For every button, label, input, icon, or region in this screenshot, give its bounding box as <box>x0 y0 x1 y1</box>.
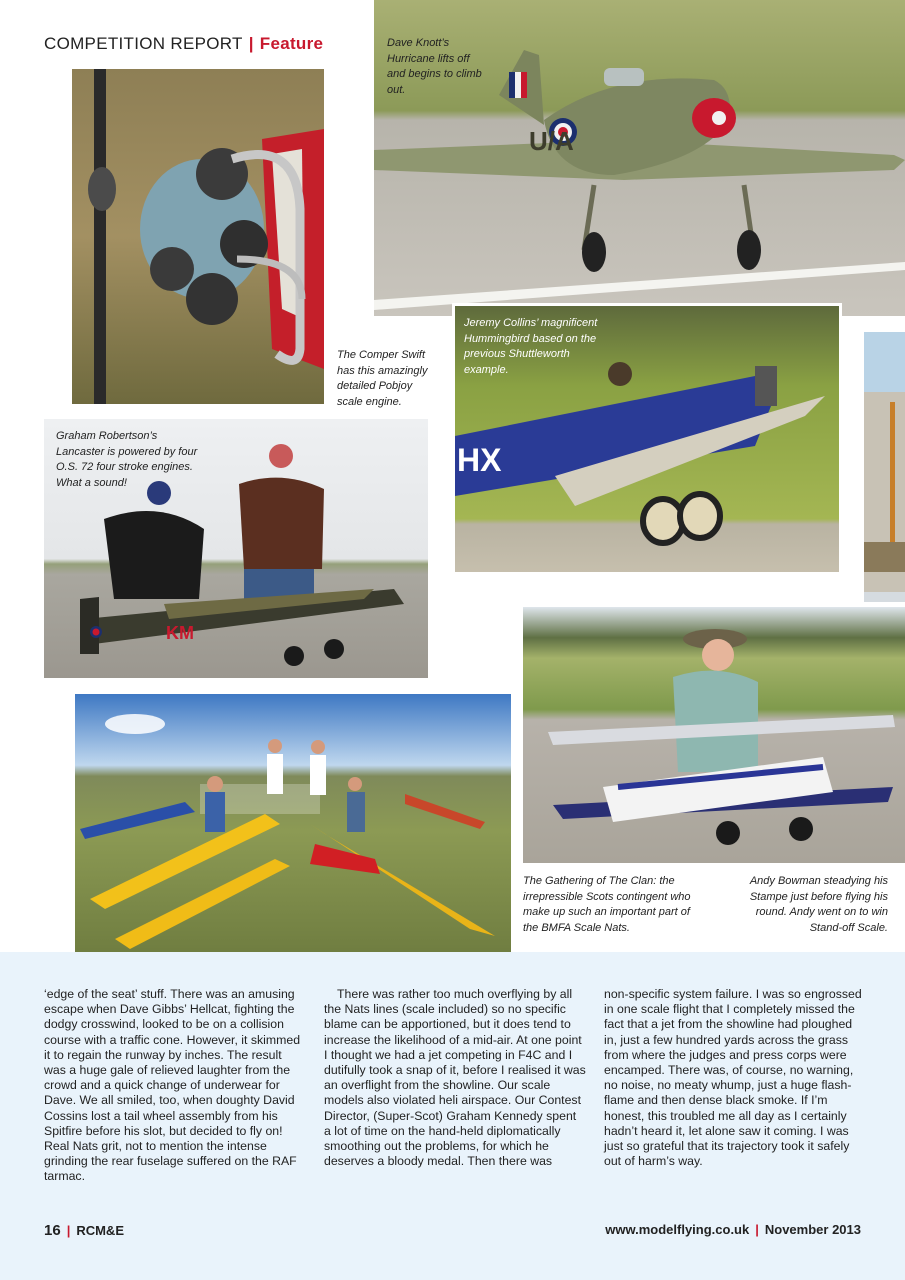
page-number: 16 <box>44 1222 61 1239</box>
engine-photo <box>72 69 324 404</box>
article-column-1 <box>44 987 306 1185</box>
caption-clan: The Gathering of The Clan: the irrepressible Scots contingent who make up such an important part of the BMFA Scale Nats. <box>523 875 691 934</box>
magazine-name: RCM&E <box>76 1223 124 1238</box>
caption-hummingbird: Jeremy Collins’ magnificent Hummingbird based on the previous Shuttleworth example. <box>464 317 598 376</box>
header-separator: | <box>248 34 254 53</box>
caption-hurricane: Dave Knott’s Hurricane lifts off and begins to climb out. <box>387 37 482 96</box>
article-paragraph: non-specific system failure. I was so engrossed in one scale flight that I completely missed the fact that a jet from the showline had ploughed in, just a few hundred yards across the grass from where the judges and press corps were encamped. There was, of course, no warning, no noise, no meaty whump, just a huge flash-flame and then dense black smoke. If I’m honest, this troubled me all day as I certainly hadn’t heard it, let alone saw it coming. I was just so grateful that its trajectory took it safely out of harm’s way. <box>604 987 862 1169</box>
lancaster-code: KM <box>166 623 194 643</box>
article-paragraph: There was rather too much overflying by all the Nats lines (scale included) so no specific blame can be apportioned, but it does tend to increase the likelihood of a mid-air. At one point I thought we had a jet competing in F4C and I dutifully took a snap of it, before I realised it was an overflight from the showline. Our scale models also violated heli airspace. Our Contest Director, (Super-Scot) Graham Kennedy spent a lot of time on the hand-held diplomatically smoothing out the problems, for which he deserves a bloody medal. Then there was <box>324 987 586 1169</box>
issue-date: November 2013 <box>764 1222 861 1237</box>
hurricane-code: U/A <box>529 126 574 156</box>
edge-photo-strip <box>864 332 905 602</box>
section-title: COMPETITION REPORT <box>44 34 243 53</box>
hummingbird-code: HX <box>457 442 502 478</box>
website-url: www.modelflying.co.uk <box>605 1222 750 1237</box>
footer-left <box>44 1222 124 1239</box>
article-column-3 <box>604 987 866 1169</box>
footer-separator: | <box>755 1222 759 1237</box>
stampe-photo <box>523 607 905 863</box>
caption-engine: The Comper Swift has this amazingly detailed Pobjoy scale engine. <box>337 349 428 408</box>
feature-label: Feature <box>259 34 324 53</box>
clan-photo <box>75 694 511 968</box>
caption-stampe: Andy Bowman steadying his Stampe just before flying his round. Andy went on to win Stand-off Scale. <box>749 875 888 934</box>
footer-separator: | <box>66 1223 71 1238</box>
article-paragraph: ‘edge of the seat’ stuff. There was an amusing escape when Dave Gibbs’ Hellcat, fighting the dodgy crosswind, looked to be on a collision course with a traffic cone. However, it skimmed it to regain the runway by inches. The result was a huge gale of relieved laughter from the crowd and a quick change of underwear for Dave. We all smiled, too, when doughty David Cossins lost a tail wheel assembly from his Spitfire before his slot, but decided to fly on! Real Nats grit, not to mention the intense grinding the rear fuselage suffered on the RAF tarmac. <box>44 987 301 1184</box>
article-column-2 <box>324 987 586 1169</box>
page-header <box>44 34 323 54</box>
caption-lancaster: Graham Robertson’s Lancaster is powered by four O.S. 72 four stroke engines. What a sound! <box>56 430 198 489</box>
footer-right <box>605 1222 861 1237</box>
